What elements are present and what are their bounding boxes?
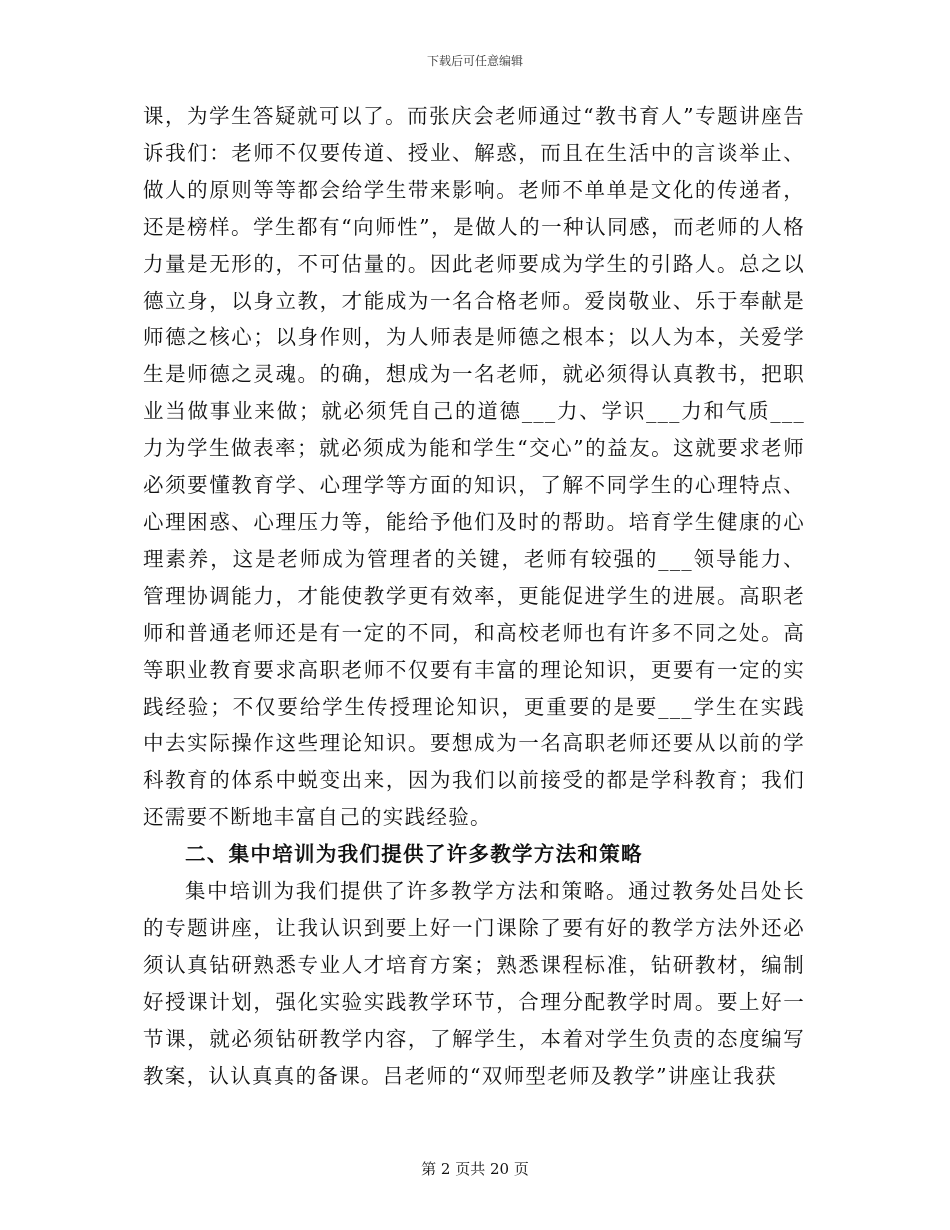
- page-header: 下载后可任意编辑: [426, 54, 523, 68]
- document-body: [143, 98, 805, 1094]
- section-heading-2: 二、集中培训为我们提供了许多教学方法和策略: [185, 842, 643, 867]
- body-paragraph-2: 集中培训为我们提供了许多教学方法和策略。通过教务处吕处长的专题讲座，让我认识到要上好一门课除了要有好的教学方法外还必须认真钻研熟悉专业人才培育方案；熟悉课程标准，钻研教材，编制好授课计划，强化实验实践教学环节，合理分配教学时周。要上好一节课，就必须钻研教学内容，了解学生，本着对学生负责的态度编写教案，认认真真的备课。吕老师的“双师型老师及教学”讲座让我获: [143, 879, 805, 1088]
- body-paragraph-1: 课，为学生答疑就可以了。而张庆会老师通过“教书育人”专题讲座告诉我们：老师不仅要传道、授业、解惑，而且在生活中的言谈举止、做人的原则等等都会给学生带来影响。老师不单单是文化的传递者，还是榜样。学生都有“向师性”，是做人的一种认同感，而老师的人格力量是无形的，不可估量的。因此老师要成为学生的引路人。总之以德立身，以身立教，才能成为一名合格老师。爱岗敬业、乐于奉献是师德之核心；以身作则，为人师表是师德之根本；以人为本，关爱学生是师德之灵魂。的确，想成为一名老师，就必须得认真教书，把职业当做事业来做；就必须凭自己的道德___力、学识___力和气质___力为学生做表率；就必须成为能和学生“交心”的益友。这就要求老师必须要懂教育学、心理学等方面的知识，了解不同学生的心理特点、心理困惑、心理压力等，能给予他们及时的帮助。培育学生健康的心理素养，这是老师成为管理者的关键，老师有较强的___领导能力、管理协调能力，才能使教学更有效率，更能促进学生的进展。高职老师和普通老师还是有一定的不同，和高校老师也有许多不同之处。高等职业教育要求高职老师不仅要有丰富的理论知识，更要有一定的实践经验；不仅要给学生传授理论知识，更重要的是要___学生在实践中去实际操作这些理论知识。要想成为一名高职老师还要从以前的学科教育的体系中蜕变出来，因为我们以前接受的都是学科教育；我们还需要不断地丰富自己的实践经验。: [143, 104, 805, 830]
- page-number: 第 2 页共 20 页: [421, 1160, 529, 1178]
